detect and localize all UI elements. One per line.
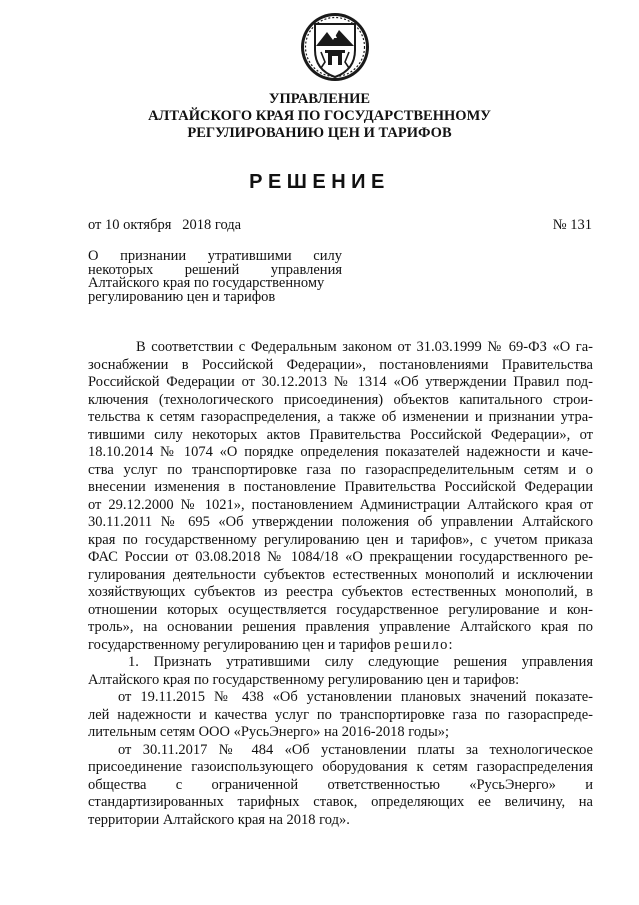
body-line: 1. Признать утратившими силу следующие решения управления xyxy=(128,654,593,670)
org-line: РЕГУЛИРОВАНИЮ ЦЕН И ТАРИФОВ xyxy=(187,125,452,141)
body-line: края по государственному регулированию цен и тарифов», с учетом приказа xyxy=(88,531,593,548)
body-line: от 29.12.2000 № 1021», постановлением Администрации Алтайского края от xyxy=(88,496,593,513)
org-line: УПРАВЛЕНИЕ xyxy=(268,91,371,107)
document-type-title: РЕШЕНИЕ xyxy=(249,171,390,193)
document-subject xyxy=(88,250,342,304)
body-line: ФАС России от 03.08.2018 № 1084/18 «О прекращении государственного ре- xyxy=(88,549,593,565)
body-line: Российской Федерации от 30.12.2013 № 1314 «Об утверждении Правил под- xyxy=(88,374,593,390)
body-line: отношении которых осуществляется государственное регулирование и кон- xyxy=(88,601,593,618)
body-line: гулирования деятельности субъектов естественных монополий и исключении xyxy=(88,566,593,583)
document-body xyxy=(88,339,593,829)
body-line: территории Алтайского края на 2018 год». xyxy=(88,811,350,828)
body-line: от 19.11.2015 № 438 «Об установлении плановых значений показате- xyxy=(118,689,593,705)
subject-line: Алтайского края по государственному xyxy=(88,275,325,291)
org-line: АЛТАЙСКОГО КРАЯ ПО ГОСУДАРСТВЕННОМУ xyxy=(148,108,491,124)
subject-line: О признании утратившими силу xyxy=(88,248,342,264)
body-line: от 30.11.2017 № 484 «Об установлении платы за технологическое xyxy=(118,741,593,758)
body-line: ства услуг по транспортировке газа по газораспределительным сетям и о xyxy=(88,461,593,478)
body-line: хозяйствующих субъектов из реестра субъектов естественных монополий, в xyxy=(88,584,593,600)
document-date: от 10 октября 2018 года xyxy=(88,217,242,233)
body-line: стандартизированных тарифных ставок, определяющих ее величину, на xyxy=(88,794,593,810)
body-line: 30.11.2011 № 695 «Об утверждении положения об управлении Алтайского xyxy=(88,514,593,530)
body-line: 18.10.2014 № 1074 «О порядке определения показателей надежности и каче- xyxy=(88,444,593,460)
decided-suffix: : xyxy=(448,636,453,653)
body-line: В соответствии с Федеральным законом от 31.03.1999 № 69-ФЗ «О га- xyxy=(136,339,593,355)
body-line: лей надежности и качества услуг по транспортировке газа по газораспреде- xyxy=(88,706,593,723)
body-line: государственному регулированию цен и тарифов xyxy=(88,636,391,653)
document-number: № 131 xyxy=(552,217,592,233)
body-line-decision xyxy=(88,637,593,655)
decided-word: решило xyxy=(394,636,449,653)
body-line: троль», на основании решения правления управление Алтайского края по xyxy=(88,619,593,635)
subject-line: некоторых решений управления xyxy=(88,261,342,278)
body-line: общества с ограниченной ответственностью «РусьЭнерго» и xyxy=(88,776,593,793)
body-line: Алтайского края по государственному регулированию цен и тарифов: xyxy=(88,671,520,688)
body-line: тившими силу некоторых актов Правительства Российской Федерации», от xyxy=(88,426,593,443)
body-line: внесении изменения в постановление Правительства Российской Федерации xyxy=(88,479,593,495)
body-line: зоснабжении в Российской Федерации», постановлениями Правительства xyxy=(88,356,593,373)
altai-krai-coat-of-arms-icon xyxy=(299,10,371,86)
body-line: тельства к сетям газораспределения, а также об изменении и признании утра- xyxy=(88,409,593,425)
organization-name xyxy=(0,91,639,142)
body-line: ключения (технологического присоединения) объектов капитального строи- xyxy=(88,391,593,408)
body-line: лительным сетям ООО «РусьЭнерго» на 2016-2018 годы»; xyxy=(88,724,450,740)
subject-line: регулированию цен и тарифов xyxy=(88,288,276,305)
body-line: присоединение газоиспользующего оборудования к сетям газораспределения xyxy=(88,759,593,775)
